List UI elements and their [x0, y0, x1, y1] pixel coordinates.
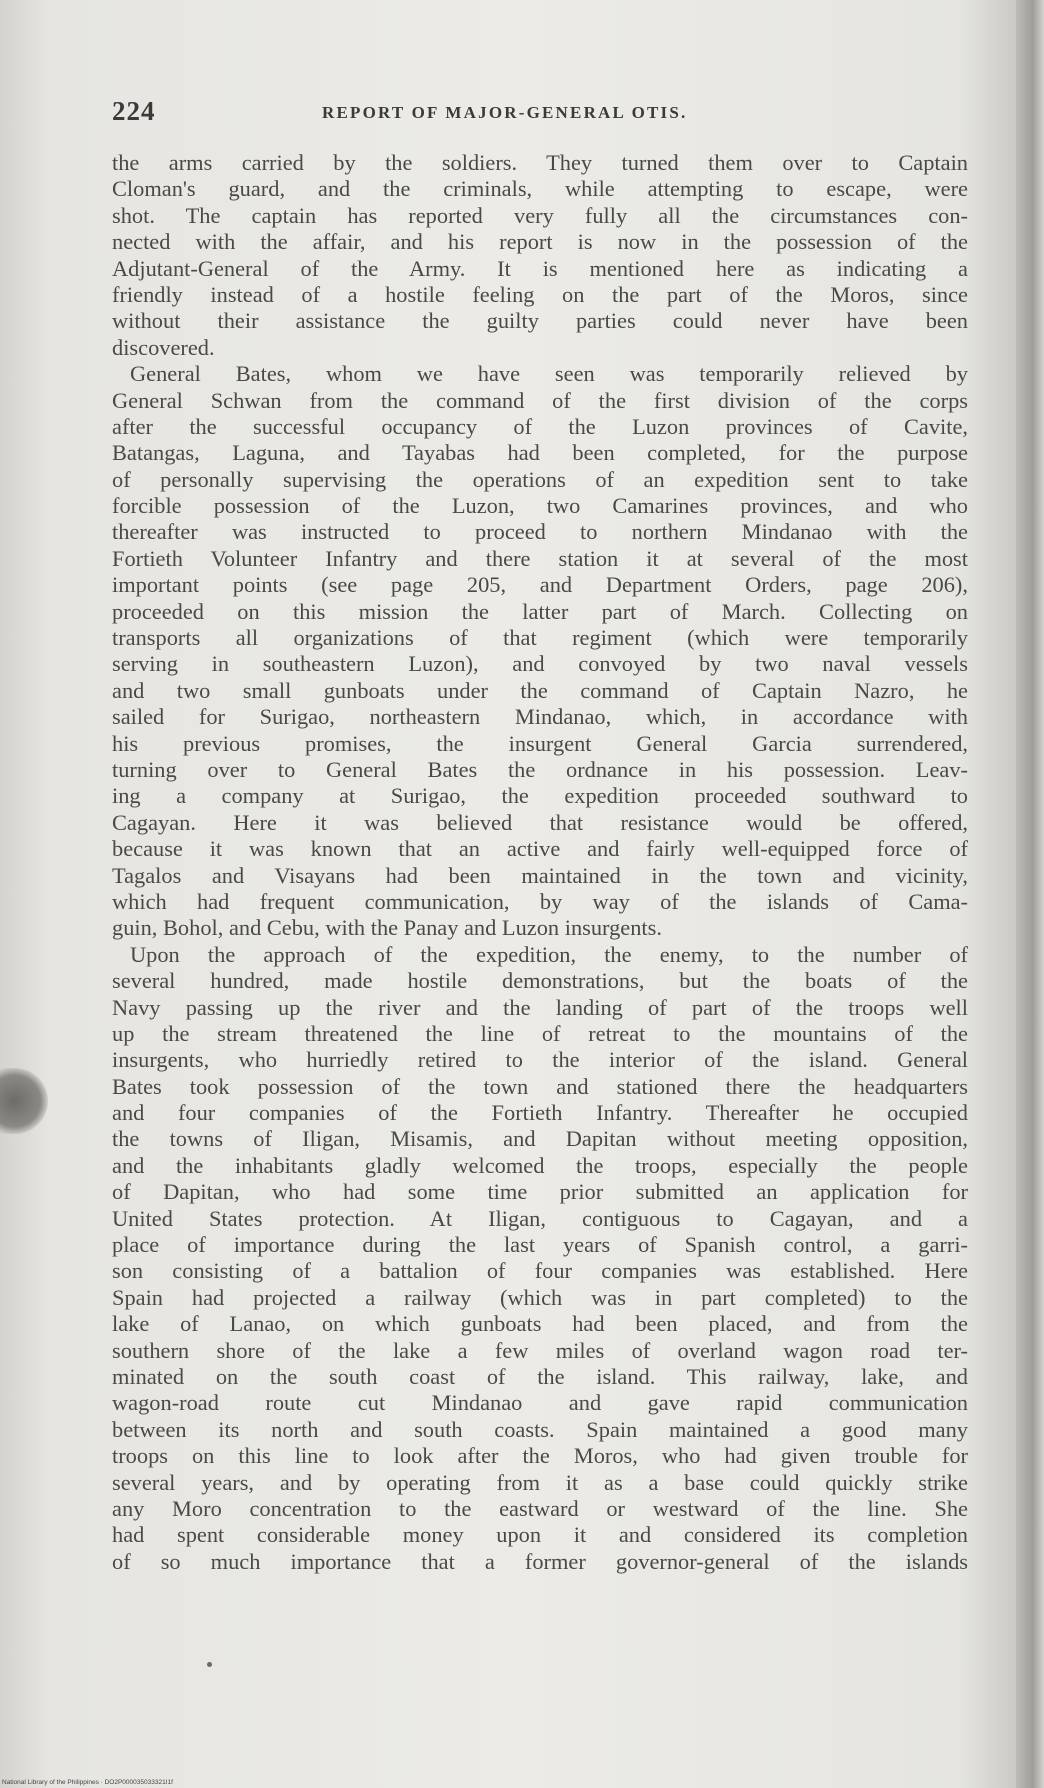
text-line: had spent considerable money upon it and considered its completion: [112, 1522, 968, 1548]
text-line: proceeded on this mission the latter part of March. Collecting on: [112, 598, 968, 624]
text-line: Adjutant-General of the Army. It is mentioned here as indicating a: [112, 255, 968, 281]
text-line: lake of Lanao, on which gunboats had been placed, and from the: [112, 1311, 968, 1337]
text-line: which had frequent communication, by way of the islands of Cama-: [112, 888, 968, 914]
text-line: any Moro concentration to the eastward or westward of the line. She: [112, 1495, 968, 1521]
text-line: serving in southeastern Luzon), and convoyed by two naval vessels: [112, 651, 968, 677]
text-line: of Dapitan, who had some time prior submitted an application for: [112, 1179, 968, 1205]
text-line: General Schwan from the command of the first division of the corps: [112, 387, 968, 413]
text-line: and four companies of the Fortieth Infantry. Thereafter he occupied: [112, 1100, 968, 1126]
text-line: General Bates, whom we have seen was temporarily relieved by: [130, 361, 968, 387]
body-text: [112, 150, 968, 1575]
text-line: southern shore of the lake a few miles of overland wagon road ter-: [112, 1337, 968, 1363]
text-line: after the successful occupancy of the Luzon provinces of Cavite,: [112, 413, 968, 439]
text-line: Upon the approach of the expedition, the enemy, to the number of: [130, 941, 968, 967]
text-line: guin, Bohol, and Cebu, with the Panay and Luzon insurgents.: [112, 915, 662, 941]
text-line: discovered.: [112, 334, 215, 360]
text-line: Fortieth Volunteer Infantry and there station it at several of the most: [112, 545, 968, 571]
text-line: transports all organizations of that regiment (which were temporarily: [112, 625, 968, 651]
text-line: son consisting of a battalion of four companies was established. Here: [112, 1258, 968, 1284]
text-line: the arms carried by the soldiers. They turned them over to Captain: [112, 150, 968, 175]
text-line: minated on the south coast of the island. This railway, lake, and: [112, 1363, 968, 1389]
text-line: wagon-road route cut Mindanao and gave rapid communication: [112, 1390, 968, 1416]
text-line: shot. The captain has reported very fully all the circumstances con-: [112, 202, 968, 228]
text-line: of so much importance that a former governor-general of the islands: [112, 1548, 968, 1574]
text-line: Tagalos and Visayans had been maintained in the town and vicinity,: [112, 862, 968, 888]
text-line: nected with the affair, and his report is now in the possession of the: [112, 229, 968, 255]
text-line: and the inhabitants gladly welcomed the troops, especially the people: [112, 1152, 968, 1178]
text-line: because it was known that an active and fairly well-equipped force of: [112, 836, 968, 862]
text-line: up the stream threatened the line of retreat to the mountains of the: [112, 1020, 968, 1046]
text-line: forcible possession of the Luzon, two Camarines provinces, and who: [112, 493, 968, 519]
text-line: without their assistance the guilty parties could never have been: [112, 308, 968, 334]
running-head: REPORT OF MAJOR-GENERAL OTIS.: [322, 103, 688, 122]
scan-stamp: National Library of the Philippines · DO2P000035033321I1f: [2, 1779, 173, 1786]
text-line: Bates took possession of the town and stationed there the headquarters: [112, 1073, 968, 1099]
text-line: friendly instead of a hostile feeling on the part of the Moros, since: [112, 281, 968, 307]
text-line: important points (see page 205, and Department Orders, page 206),: [112, 572, 968, 598]
page-number: 224: [112, 96, 156, 126]
text-line: troops on this line to look after the Moros, who had given trouble for: [112, 1443, 968, 1469]
text-line: Cloman's guard, and the criminals, while attempting to escape, were: [112, 176, 968, 202]
text-line: several hundred, made hostile demonstrations, but the boats of the: [112, 968, 968, 994]
text-line: Navy passing up the river and the landing of part of the troops well: [112, 994, 968, 1020]
text-line: sailed for Surigao, northeastern Mindanao, which, in accordance with: [112, 704, 968, 730]
text-line: turning over to General Bates the ordnance in his possession. Leav-: [112, 756, 968, 782]
text-line: United States protection. At Iligan, contiguous to Cagayan, and a: [112, 1205, 968, 1231]
ink-speck: [207, 1662, 212, 1667]
page-header: [112, 96, 970, 136]
text-line: place of importance during the last years of Spanish control, a garri-: [112, 1232, 968, 1258]
text-line: between its north and south coasts. Spain maintained a good many: [112, 1416, 968, 1442]
page-edge-shadow: [1016, 0, 1044, 1788]
text-line: his previous promises, the insurgent General Garcia surrendered,: [112, 730, 968, 756]
text-line: insurgents, who hurriedly retired to the interior of the island. General: [112, 1047, 968, 1073]
text-line: Spain had projected a railway (which was in part completed) to the: [112, 1284, 968, 1310]
text-line: of personally supervising the operations of an expedition sent to take: [112, 466, 968, 492]
text-line: and two small gunboats under the command of Captain Nazro, he: [112, 677, 968, 703]
text-line: thereafter was instructed to proceed to northern Mindanao with the: [112, 519, 968, 545]
text-line: the towns of Iligan, Misamis, and Dapitan without meeting opposition,: [112, 1126, 968, 1152]
text-line: ing a company at Surigao, the expedition proceeded southward to: [112, 783, 968, 809]
text-line: several years, and by operating from it as a base could quickly strike: [112, 1469, 968, 1495]
text-line: Cagayan. Here it was believed that resistance would be offered,: [112, 809, 968, 835]
text-line: Batangas, Laguna, and Tayabas had been completed, for the purpose: [112, 440, 968, 466]
